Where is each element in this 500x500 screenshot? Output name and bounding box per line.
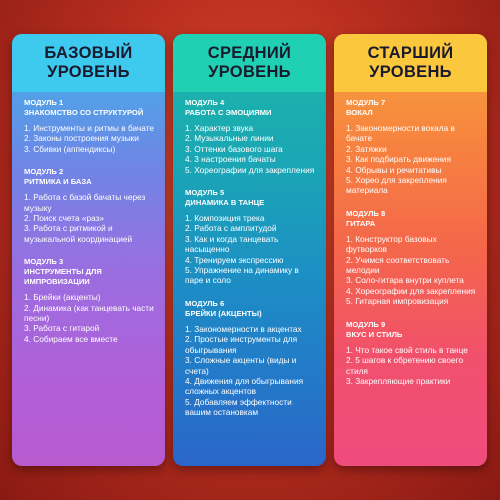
column-header [334,34,487,92]
module-block [346,98,477,196]
module-item: 1. Закономерности в акцентах [185,323,302,334]
column-intermediate [173,34,326,466]
module-title: МОДУЛЬ 5 ДИНАМИКА В ТАНЦЕ [185,188,265,208]
header-line-1: БАЗОВЫЙ [44,44,133,62]
column-header [173,34,326,92]
module-item: 1. Конструктор базовых футворков [346,233,437,255]
module-item: 3. Закрепляющие практики [346,375,451,386]
module-title: МОДУЛЬ 2 РИТМИКА И БАЗА [24,167,92,187]
module-item: 2. Работа с амплитудой [185,223,277,234]
module-item: 5. Хореографии для закрепления [185,164,315,175]
module-block [185,98,316,175]
module-item: 2. Простые инструменты для обыгрывания [185,334,298,355]
module-item: 3. Соло-гитара внутри куплета [346,275,464,286]
module-block [185,188,316,286]
module-item: 2. Динамика (как танцевать части песни) [24,302,154,324]
column-body [173,92,326,418]
module-item: 2. 5 шагов к обретению своего стиля [346,355,464,376]
module-item: 1. Закономерности вокала в бачате [346,123,455,144]
header-line-1: СТАРШИЙ [367,44,454,62]
module-item: 4. Обрывы и речитативы [346,164,442,175]
module-item: 1. Брейки (акценты) [24,292,101,303]
column-header [12,34,165,92]
column-basic [12,34,165,466]
module-block [24,257,155,344]
module-item: 3. Сложные акценты (виды и счета) [185,355,297,376]
column-advanced [334,34,487,466]
module-title: МОДУЛЬ 3 ИНСТРУМЕНТЫ ДЛЯ ИМПРОВИЗАЦИИ [24,257,102,287]
module-title: МОДУЛЬ 8 ГИТАРА [346,208,386,228]
module-item: 5. Гитарная импровизация [346,296,449,307]
module-title: МОДУЛЬ 6 БРЕЙКИ (АКЦЕНТЫ) [185,298,262,318]
module-item: 1. Что такое свой стиль в танце [346,344,468,355]
module-item: 3. Как подбирать движения [346,154,451,165]
module-title: МОДУЛЬ 9 ВКУС И СТИЛЬ [346,319,403,339]
module-item: 4. Движения для обыгрывания сложных акцентов [185,375,304,397]
module-block [185,299,316,418]
header-line-2: УРОВЕНЬ [369,63,452,81]
module-item: 5. Добавляем эффектности вашим остановкам [185,396,292,418]
module-item: 3. Как и когда танцевать насыщенно [185,233,279,255]
header-line-2: УРОВЕНЬ [47,63,130,81]
module-title: МОДУЛЬ 7 ВОКАЛ [346,98,386,117]
module-item: 2. Затяжки [346,143,387,154]
module-item: 1. Инструменты и ритмы в бачате [24,123,155,133]
module-block [346,209,477,307]
module-item: 5. Упражнение на динамику в паре и соло [185,265,299,286]
module-item: 4. Собираем все вместе [24,333,118,344]
module-title: МОДУЛЬ 4 РАБОТА С ЭМОЦИЯМИ [185,98,272,117]
module-block [24,98,155,154]
column-body [12,92,165,344]
module-item: 5. Хорео для закрепления материала [346,175,447,196]
column-body [334,92,487,386]
module-item: 3. Оттенки базового шага [185,143,283,154]
module-item: 4. Тренируем экспрессию [185,254,284,265]
module-title: МОДУЛЬ 1 ЗНАКОМСТВО СО СТРУКТУРОЙ [24,98,144,117]
module-item: 2. Поиск счета «раз» [24,213,105,224]
module-block [346,320,477,387]
module-item: 3. Работа с ритмикой и музыкальной координацией [24,223,133,244]
module-item: 1. Композиция трека [185,213,265,224]
module-item: 2. Законы построения музыки [24,133,139,144]
module-item: 4. Хореографии для закрепления [346,285,476,296]
module-item: 3. Работа с гитарой [24,323,100,334]
module-item: 4. 3 настроения бачаты [185,154,276,165]
module-item: 2. Музыкальные линии [185,133,274,144]
module-item: 3. Сбивки (аппендиксы) [24,143,116,154]
header-line-2: УРОВЕНЬ [208,63,291,81]
module-block [24,167,155,244]
module-item: 1. Характер звука [185,123,254,133]
header-line-1: СРЕДНИЙ [207,44,292,62]
module-item: 1. Работа с базой бачаты через музыку [24,192,146,213]
module-item: 2. Учимся соответствовать мелодии [346,254,450,276]
